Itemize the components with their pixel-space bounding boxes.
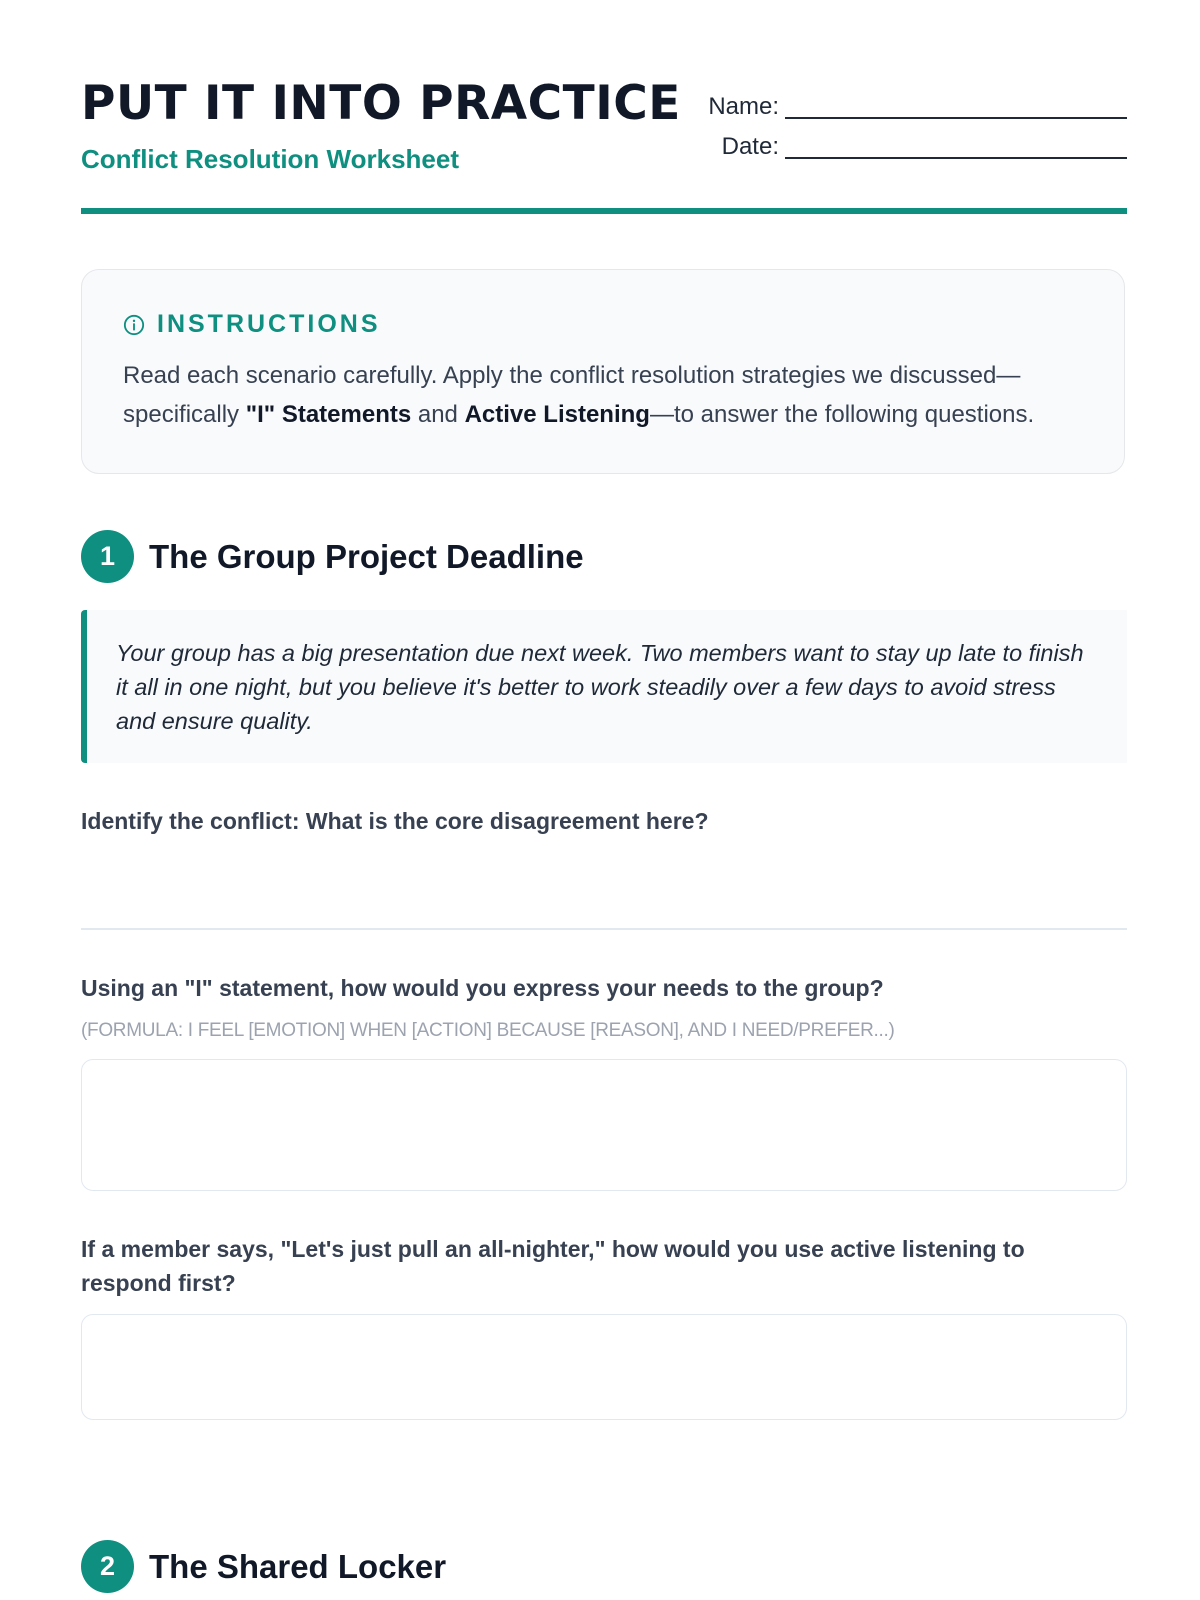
worksheet-page [81, 0, 1127, 1585]
question-active-listening: If a member says, "Let's just pull an all-nighter," how would you use active listening to respond first? [81, 1236, 1025, 1296]
question-i-statement: Using an "I" statement, how would you express your needs to the group? [81, 975, 884, 1001]
instructions-bold-active-listening: Active Listening [464, 401, 650, 428]
name-field [701, 95, 1127, 119]
question-identify-conflict: Identify the conflict: What is the core disagreement here? [81, 808, 709, 834]
info-icon [123, 314, 145, 336]
section-title: The Shared Locker [149, 1548, 447, 1585]
answer-box-active-listening[interactable] [81, 1314, 1127, 1420]
date-field [701, 135, 1127, 159]
header-divider [81, 208, 1127, 214]
instructions-title: INSTRUCTIONS [157, 310, 381, 338]
instructions-heading [123, 312, 381, 337]
instructions-text-part: —to answer the following questions. [649, 401, 1035, 428]
answer-box-i-statement[interactable] [81, 1059, 1127, 1191]
page-subtitle: Conflict Resolution Worksheet [81, 144, 459, 174]
section-1-heading [81, 530, 584, 583]
name-blank-line[interactable] [785, 97, 1127, 119]
instructions-bold-i-statements: "I" Statements [245, 401, 412, 428]
instructions-text-part: and [411, 401, 465, 428]
section-title: The Group Project Deadline [149, 538, 584, 575]
worksheet-header [81, 0, 1127, 213]
page-title: PUT IT INTO PRACTICE [81, 76, 681, 131]
instructions-text [123, 356, 1083, 434]
name-label: Name: [708, 93, 779, 120]
section-2-heading [81, 1540, 446, 1593]
formula-hint: (FORMULA: I FEEL [EMOTION] WHEN [ACTION] BECAUSE [REASON], AND I NEED/PREFER...) [81, 1020, 895, 1041]
date-label: Date: [721, 133, 779, 160]
scenario-box [81, 610, 1127, 763]
scenario-text: Your group has a big presentation due next week. Two members want to stay up late to finish it all in one night, but you believe it's better to work steadily over a few days to avoid stress and ensure quality. [116, 640, 1084, 734]
answer-line[interactable] [81, 928, 1127, 930]
section-number-badge: 2 [81, 1540, 134, 1593]
section-number-badge: 1 [81, 530, 134, 583]
instructions-text-part: Read each scenario carefully. Apply the conflict resolution strategies we discussed—specifically [123, 362, 1021, 428]
date-blank-line[interactable] [785, 137, 1127, 159]
instructions-box [81, 269, 1125, 474]
